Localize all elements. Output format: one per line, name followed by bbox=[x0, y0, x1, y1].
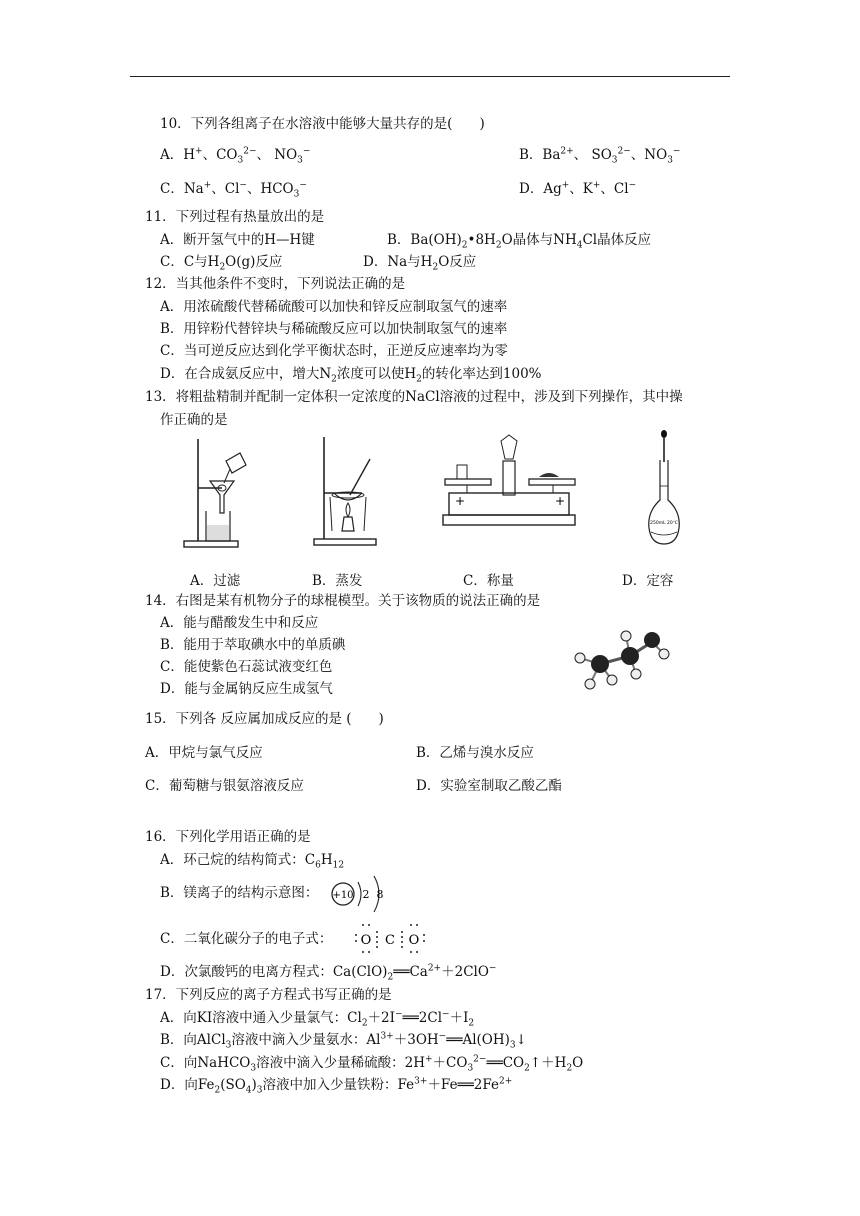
shell-1-electrons: 2 bbox=[362, 888, 370, 901]
q12-stem: 12．当其他条件不变时，下列说法正确的是 bbox=[145, 276, 406, 292]
balance-figure bbox=[441, 433, 577, 533]
q16-option-d: D．次氯酸钙的电离方程式：$Ca(ClO)_2══Ca^{2+}+2ClO^-$ bbox=[160, 963, 497, 983]
q13-caption-c: C．称量 bbox=[463, 573, 514, 589]
q11-stem: 11．下列过程有热量放出的是 bbox=[145, 209, 325, 225]
q11-option-a: A．断开氢气中的H—H键 bbox=[160, 232, 315, 248]
q14-option-a: A．能与醋酸发生中和反应 bbox=[160, 615, 319, 631]
q16-option-a: A．环己烷的结构简式：$C_6H_{12}$ bbox=[160, 852, 345, 871]
q17-stem: 17．下列反应的离子方程式书写正确的是 bbox=[145, 987, 392, 1003]
q11-option-c: C．C与$H_2O(g)$反应 bbox=[160, 254, 283, 273]
q16-option-c: C．二氧化碳分子的电子式： bbox=[160, 931, 333, 947]
q13-caption-a: A．过滤 bbox=[190, 573, 241, 589]
q13-stem-line2: 作正确的是 bbox=[160, 412, 228, 428]
filtration-apparatus-figure bbox=[180, 433, 250, 551]
flask-label: 250mL 20℃ bbox=[650, 521, 678, 526]
shell-2-electrons: 8 bbox=[376, 888, 384, 901]
svg-text:+: + bbox=[555, 494, 566, 508]
q15-option-c: C．葡萄糖与银氨溶液反应 bbox=[145, 778, 304, 794]
q12-option-b: B．用锌粉代替锌块与稀硫酸反应可以加快制取氢气的速率 bbox=[160, 321, 508, 337]
q10-option-d: D．Ag+、K+、Cl− bbox=[519, 180, 637, 197]
q12-option-a: A．用浓硫酸代替稀硫酸可以加快和锌反应制取氢气的速率 bbox=[160, 299, 508, 315]
q14-option-d: D．能与金属钠反应生成氢气 bbox=[160, 681, 333, 697]
q14-option-b: B．能用于萃取碘水中的单质碘 bbox=[160, 637, 346, 653]
co2-electron-formula bbox=[354, 920, 426, 956]
q15-option-b: B．乙烯与溴水反应 bbox=[416, 745, 534, 761]
q10-stem: 10．下列各组离子在水溶液中能够大量共存的是( ) bbox=[160, 116, 485, 132]
q13-caption-d: D．定容 bbox=[622, 573, 674, 589]
mg-ion-structure-diagram bbox=[330, 872, 396, 916]
q15-option-a: A．甲烷与氯气反应 bbox=[145, 745, 263, 761]
q13-stem-line1: 13．将粗盐精制并配制一定体积一定浓度的NaCl溶液的过程中，涉及到下列操作，其中操 bbox=[145, 389, 683, 405]
svg-text:+: + bbox=[455, 494, 466, 508]
ball-and-stick-model-figure bbox=[566, 624, 672, 696]
q13-caption-b: B．蒸发 bbox=[312, 573, 363, 589]
q17-option-a: A．向KI溶液中通入少量氯气：$Cl_2+2I^-══2Cl^-+I_2$ bbox=[160, 1009, 475, 1029]
q14-stem: 14．右图是某有机物分子的球棍模型。关于该物质的说法正确的是 bbox=[145, 593, 541, 609]
q10-option-a: A．H+、$CO_3^{2-}$、 $NO_3^-$ bbox=[160, 146, 311, 166]
q11-option-b: B．$Ba(OH)_2•8H_2O$晶体与$NH_4Cl$晶体反应 bbox=[387, 232, 652, 251]
q17-option-b: B．向AlCl$_3$溶液中滴入少量氨水：$Al^{3+}+3OH^-══Al(OH)_3↓$ bbox=[160, 1031, 527, 1051]
q14-option-c: C．能使紫色石蕊试液变红色 bbox=[160, 659, 333, 675]
q15-option-d: D．实验室制取乙酸乙酯 bbox=[416, 778, 562, 794]
volumetric-flask-figure bbox=[645, 428, 685, 550]
header-rule bbox=[130, 76, 730, 77]
q17-option-c: C．向NaHCO$_3$溶液中滴入少量稀硫酸：$2H^++CO_3^{2-}══CO_2↑+H_2O$ bbox=[160, 1054, 584, 1074]
q10-option-c: C．Na+、Cl−、$HCO_3^-$ bbox=[160, 180, 307, 200]
q17-option-d: D．向$Fe_2(SO_4)_3$溶液中加入少量铁粉：$Fe^{3+}+Fe══2Fe^{2+}$ bbox=[160, 1076, 513, 1096]
atom-o-left: O bbox=[360, 933, 372, 948]
q12-option-c: C．当可逆反应达到化学平衡状态时，正逆反应速率均为零 bbox=[160, 343, 508, 359]
q11-option-d: D．Na与$H_2O$反应 bbox=[363, 254, 477, 273]
q12-option-d: D．在合成氨反应中，增大$N_2$浓度可以使$H_2$的转化率达到100% bbox=[160, 366, 542, 385]
evaporation-apparatus-figure bbox=[312, 433, 384, 551]
q10-option-b: B．$Ba^{2+}$、 $SO_3^{2-}$、$NO_3^-$ bbox=[519, 146, 681, 166]
q16-stem: 16．下列化学用语正确的是 bbox=[145, 829, 311, 845]
atom-o-right: O bbox=[408, 933, 420, 948]
atom-c: C bbox=[385, 933, 395, 948]
q15-stem: 15．下列各 反应属加成反应的是 ( ) bbox=[145, 711, 384, 727]
nucleus-charge: +10 bbox=[332, 890, 354, 901]
q16-option-b: B．镁离子的结构示意图： bbox=[160, 885, 319, 901]
